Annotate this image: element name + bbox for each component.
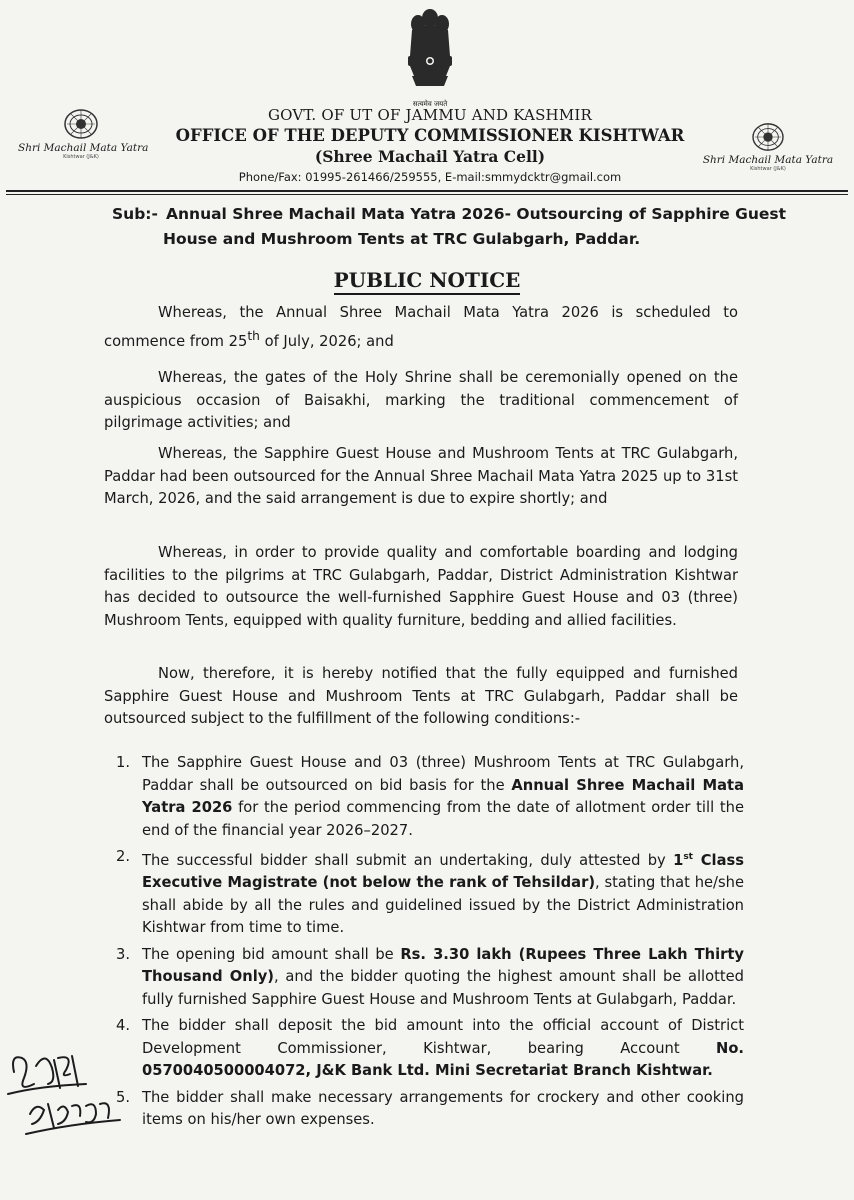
letterhead-cell: (Shree Machail Yatra Cell) xyxy=(314,147,546,166)
seal-left-name: Shri Machail Mata Yatra xyxy=(18,142,149,154)
letterhead-divider-thin xyxy=(6,194,848,195)
paragraph-text: Whereas, in order to provide quality and comfortable boarding and lodging facilities to the pilgrims at TRC Gulabgarh, Paddar, District Administration Kishtwar has decided to outsource the well-furnished Sapphire Guest House and 03 (three) Mushroom Tents, equipped with quality furniture, bedding and allied facilities. xyxy=(104,544,738,629)
seal-left-sub: Kishtwar (J&K) xyxy=(63,154,99,160)
yatra-seal-left xyxy=(18,108,149,160)
subject-label: Sub:- xyxy=(112,205,158,223)
list-item-bold: Rs. 3.30 lakh (Rupees Three Lakh Thirty Thousand Only) xyxy=(142,945,744,986)
list-item xyxy=(104,1015,744,1083)
ordinal-suffix: th xyxy=(247,328,260,343)
list-item-text: The successful bidder shall submit an undertaking, duly attested by xyxy=(142,851,674,869)
subject-line xyxy=(112,202,812,252)
paragraph-decision xyxy=(104,542,738,632)
list-item-number: 4. xyxy=(116,1017,131,1035)
emblem-motto: सत्यमेव जयते xyxy=(412,100,448,108)
paragraph-notification xyxy=(104,663,738,731)
list-item-number: 1. xyxy=(116,754,131,771)
list-item-text: The bidder shall deposit the bid amount into the official account of District Development Commissioner, Kishtwar, bearing Account xyxy=(142,1017,744,1057)
yatra-seal-right xyxy=(702,122,834,172)
list-item-bold: No. 0570040500004072, J&K Bank Ltd. Mini Secretariat Branch Kishtwar. xyxy=(142,1039,744,1080)
list-item xyxy=(104,944,744,1012)
list-item-bold-text: Class Executive Magistrate (not below the rank of Tehsildar) xyxy=(142,851,744,892)
list-item-bold: Annual Shree Machail Mata Yatra 2026 xyxy=(142,776,744,816)
seal-right-name: Shri Machail Mata Yatra xyxy=(702,154,834,166)
list-item-text: for the period commencing from the date of allotment order till the end of the financial year 2026–2027. xyxy=(142,799,744,839)
list-item xyxy=(104,846,744,940)
yatra-seal-icon xyxy=(751,122,785,152)
list-item-text: , and the bidder quoting the highest amount shall be allotted fully furnished Sapphire Guest House and Mushroom Tents at Gulabgarh, Paddar. xyxy=(142,968,744,1008)
paragraph-text: of July, 2026; and xyxy=(259,332,394,350)
letterhead-contact: Phone/Fax: 01995-261466/259555, E-mail:smmydcktr@gmail.com xyxy=(238,170,622,184)
list-item-number: 3. xyxy=(116,945,131,963)
list-item xyxy=(104,752,744,842)
yatra-seal-icon xyxy=(63,108,99,140)
paragraph-previous-outsourcing xyxy=(104,443,738,511)
national-emblem xyxy=(398,6,462,116)
paragraph-text: Whereas, the Annual Shree Machail Mata Yatra 2026 is scheduled to commence from 25 xyxy=(104,304,738,350)
paragraph-text: Now, therefore, it is hereby notified that the fully equipped and furnished Sapphire Guest House and Mushroom Tents at TRC Gulabgarh, Paddar shall be outsourced subject to the fulfillment of the following conditions:- xyxy=(104,665,738,727)
letterhead-office: OFFICE OF THE DEPUTY COMMISSIONER KISHTWAR xyxy=(175,126,685,145)
conditions-list xyxy=(104,752,744,1136)
list-item-number: 5. xyxy=(116,1088,131,1106)
paragraph-shrine-opening xyxy=(104,367,738,435)
letterhead-govt: GOVT. OF UT OF JAMMU AND KASHMIR xyxy=(267,106,593,124)
page-title-text: PUBLIC NOTICE xyxy=(334,268,521,295)
lion-capital-icon xyxy=(398,6,462,98)
subject-text-line2: House and Mushroom Tents at TRC Gulabgarh, Paddar. xyxy=(163,230,641,248)
subject-text-line1: Annual Shree Machail Mata Yatra 2026- Outsourcing of Sapphire Guest xyxy=(166,205,787,223)
list-item-text: The bidder shall make necessary arrangements for crockery and other cooking items on his/her own expenses. xyxy=(142,1088,744,1129)
list-item-text: The Sapphire Guest House and 03 (three) Mushroom Tents at TRC Gulabgarh, Paddar shall be outsourced on bid basis for the xyxy=(142,754,744,794)
letterhead-divider xyxy=(6,190,848,192)
paragraph-text: Whereas, the gates of the Holy Shrine shall be ceremonially opened on the auspicious occasion of Baisakhi, marking the traditional commencement of pilgrimage activities; and xyxy=(104,369,738,431)
letterhead xyxy=(150,106,710,184)
paragraph-yatra-schedule xyxy=(104,302,738,353)
list-item-bold-text: 1 xyxy=(673,851,684,869)
page-title xyxy=(0,268,854,292)
list-item xyxy=(104,1087,744,1132)
seal-right-sub: Kishtwar (J&K) xyxy=(750,166,786,172)
list-item-number: 2. xyxy=(116,848,131,865)
paragraph-text: Whereas, the Sapphire Guest House and Mushroom Tents at TRC Gulabgarh, Paddar had been outsourced for the Annual Shree Machail Mata Yatra 2025 up to 31st March, 2026, and the said arrangement is due to expire shortly; and xyxy=(104,445,738,507)
list-item-text: The opening bid amount shall be xyxy=(142,945,401,963)
handwritten-signature xyxy=(0,1044,140,1154)
list-item-text: , stating that he/she shall abide by all the rules and guidelined issued by the District Administration Kishtwar from time to time. xyxy=(142,874,744,937)
ordinal-suffix: st xyxy=(683,852,693,862)
